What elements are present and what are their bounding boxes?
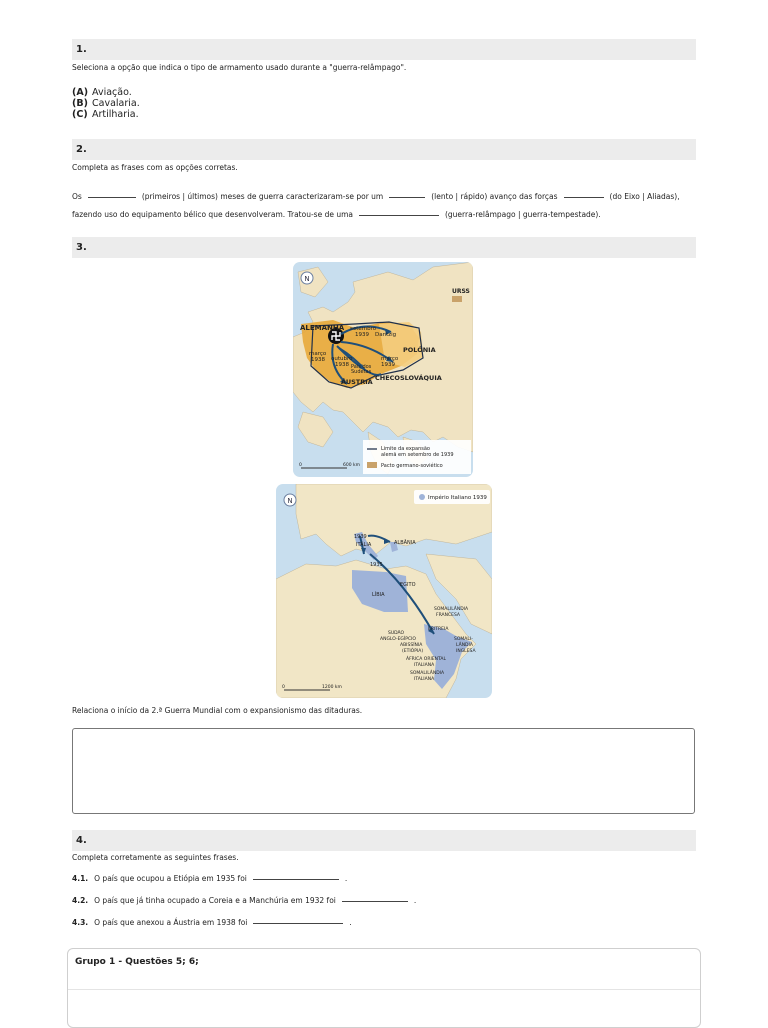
legend-text: Império Italiano 1939 xyxy=(428,495,487,501)
map-label: INGLESA xyxy=(456,649,476,654)
fill-item-4-1 xyxy=(72,874,347,883)
map-label: Sudetas xyxy=(351,369,372,375)
scale-label: 0 xyxy=(299,463,302,468)
blank-field[interactable] xyxy=(253,878,339,880)
map-label: País dos xyxy=(351,364,372,370)
map-label: LÂNDIA xyxy=(456,643,473,648)
legend-text: alemã em setembro de 1939 xyxy=(381,452,454,458)
group-panel xyxy=(67,948,701,1028)
map-label: FRANCESA xyxy=(436,613,460,618)
map-label: 1938 xyxy=(311,357,325,363)
fill-sentence-line-1 xyxy=(72,192,680,201)
map-italian-empire xyxy=(276,484,492,698)
legend-text: Pacto germano-soviético xyxy=(381,463,443,469)
question-prompt: Relaciona o início da 2.ª Guerra Mundial com o expansionismo das ditaduras. xyxy=(72,706,363,715)
map-label: EGITO xyxy=(400,582,416,588)
map-label: CHECOSLOVÁQUIA xyxy=(375,374,442,382)
item-text: O país que ocupou a Etiópia em 1935 foi xyxy=(94,874,247,883)
group-title: Grupo 1 - Questões 5; 6; xyxy=(75,957,199,967)
question-prompt: Seleciona a opção que indica o tipo de armamento usado durante a "guerra-relâmpago". xyxy=(72,63,407,72)
map-italian-empire-svg xyxy=(276,484,492,698)
option-c[interactable] xyxy=(72,109,139,120)
question-prompt: Completa corretamente as seguintes frases. xyxy=(72,853,239,862)
map-label: SOMALI- xyxy=(454,637,473,642)
fill-item-4-3 xyxy=(72,918,352,927)
map-label: ITALIANA xyxy=(414,677,435,682)
map-label: Dantzig xyxy=(375,332,397,338)
map-label: SUDÃO xyxy=(388,631,405,636)
question-prompt: Completa as frases com as opções corretas. xyxy=(72,163,238,172)
fill-sentence-line-2 xyxy=(72,210,601,219)
question-number: 2. xyxy=(76,144,87,155)
map-label: 1939 xyxy=(354,534,367,540)
map-label: 1939 xyxy=(381,362,395,368)
item-end: . xyxy=(413,896,417,905)
map-label: ÁUSTRIA xyxy=(341,378,373,386)
option-text: Aviação. xyxy=(92,87,132,98)
option-letter: (C) xyxy=(72,109,88,120)
question-number: 1. xyxy=(76,44,87,55)
map-label: URSS xyxy=(452,288,470,295)
map-label: SOMALILÂNDIA xyxy=(410,671,445,676)
divider xyxy=(68,989,700,990)
map-label: ALEMANHA xyxy=(300,324,345,332)
option-b[interactable] xyxy=(72,98,140,109)
item-number: 4.1. xyxy=(72,874,89,883)
scale-label: 600 km xyxy=(343,463,361,468)
option-letter: (B) xyxy=(72,98,88,109)
question-4-header xyxy=(72,830,696,851)
blank-field[interactable] xyxy=(359,214,439,216)
map-label: ÁFRICA ORIENTAL xyxy=(406,657,446,662)
map-german-expansion-svg xyxy=(293,262,473,477)
map-label: ANGLO-EGÍPCIO xyxy=(380,637,416,642)
legend-text: Limite da expansão xyxy=(381,446,430,452)
compass-label: N xyxy=(304,275,310,283)
map-label: 1939 xyxy=(355,332,369,338)
item-end: . xyxy=(344,874,348,883)
map-label: SOMALILÂNDIA xyxy=(434,607,469,612)
sentence-text: (guerra-relâmpago | guerra-tempestade). xyxy=(444,210,601,219)
blank-field[interactable] xyxy=(342,900,408,902)
scale-label: 0 xyxy=(282,685,285,690)
map-label: ERITREIA xyxy=(428,627,449,632)
question-number: 4. xyxy=(76,835,87,846)
map-label: março xyxy=(381,356,399,362)
map-label: ITALIANA xyxy=(414,663,435,668)
question-number: 3. xyxy=(76,242,87,253)
map-label: ITÁLIA xyxy=(356,542,372,548)
sentence-text: (lento | rápido) avanço das forças xyxy=(431,192,558,201)
answer-textarea[interactable] xyxy=(72,728,695,814)
sentence-text: Os xyxy=(72,192,82,201)
option-text: Cavalaria. xyxy=(92,98,140,109)
option-a[interactable] xyxy=(72,87,132,98)
question-1-header xyxy=(72,39,696,60)
map-label: LÍBIA xyxy=(372,592,385,598)
blank-field[interactable] xyxy=(564,196,604,198)
map-label: (ETIÓPIA) xyxy=(402,649,424,654)
item-number: 4.2. xyxy=(72,896,89,905)
map-label: outubro xyxy=(331,356,353,362)
question-2-header xyxy=(72,139,696,160)
sentence-text: fazendo uso do equipamento bélico que desenvolveram. Tratou-se de uma xyxy=(72,210,353,219)
map-label: POLÓNIA xyxy=(403,346,436,354)
blank-field[interactable] xyxy=(88,196,136,198)
option-letter: (A) xyxy=(72,87,89,98)
blank-field[interactable] xyxy=(253,922,343,924)
map-label: ABISSÍNIA xyxy=(400,643,423,648)
sentence-text: (primeiros | últimos) meses de guerra caracterizaram-se por um xyxy=(141,192,384,201)
fill-item-4-2 xyxy=(72,896,416,905)
item-text: O país que anexou a Áustria em 1938 foi xyxy=(94,918,248,927)
map-label: 1938 xyxy=(335,362,349,368)
item-end: . xyxy=(349,918,352,927)
scale-label: 1200 km xyxy=(322,685,342,690)
map-label: ALBÂNIA xyxy=(394,540,416,546)
item-number: 4.3. xyxy=(72,918,89,927)
item-text: O país que já tinha ocupado a Coreia e a Manchúria em 1932 foi xyxy=(94,896,336,905)
compass-label: N xyxy=(287,497,293,505)
map-german-expansion xyxy=(293,262,473,477)
question-3-header xyxy=(72,237,696,258)
option-text: Artilharia. xyxy=(92,109,139,120)
blank-field[interactable] xyxy=(389,196,425,198)
map-label: março xyxy=(309,351,327,357)
map-label: setembro xyxy=(350,326,377,332)
sentence-text: (do Eixo | Aliadas), xyxy=(609,192,680,201)
map-label: 1935 xyxy=(370,562,383,568)
